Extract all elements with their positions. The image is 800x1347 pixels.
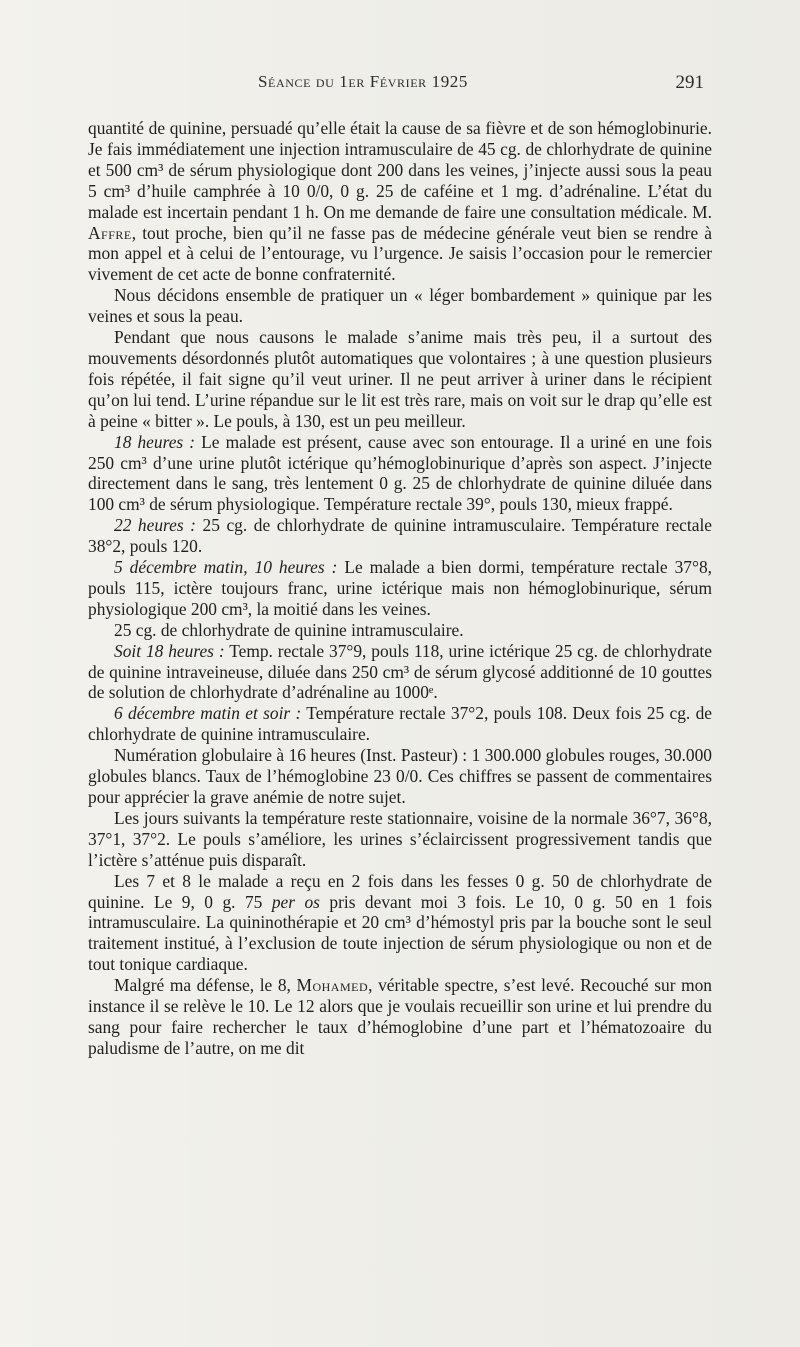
italic-text: Soit 18 heures : <box>114 640 225 661</box>
text-segment: pris devant moi 3 fois. Le 10, 0 g. 50 en 1 fois intramusculaire. La quininothérapie et 20 cm³ d’hémostyl pris par la bouche sont le seul traitement institué, à l’exclusion de toute injection de sérum physiologique ou non et de tout tonique cardiaque. <box>88 891 712 975</box>
text-segment: Les 7 et 8 le malade a reçu en 2 fois dans les fesses 0 g. 50 de chlorhydrate de quinine. Le 9, 0 g. 75 <box>88 870 712 912</box>
text-segment: Malgré ma défense, le 8, <box>114 975 297 996</box>
person-name: Affre <box>88 222 132 243</box>
paragraph <box>88 641 712 704</box>
text-segment: quantité de quinine, persuadé qu’elle était la cause de sa fièvre et de son hémoglobinurie. Je fais immédiatement une injection intramusculaire de 45 cg. de chlorhydrate de quinine et 500 cm³ de sérum physiologique dont 200 dans les veines, j’injecte aussi sous la peau 5 cm³ d’huile camphrée à 10 0/0, 0 g. 25 de caféine et 1 mg. d’adrénaline. L’état du malade est incertain pendant 1 h. On me demande de faire une consultation médicale. M. <box>88 118 712 222</box>
text-segment: Nous décidons ensemble de pratiquer un « léger bombardement » quinique par les veines et sous la peau. <box>88 285 712 327</box>
text-segment: , véritable spectre, s’est levé. Recouché sur mon instance il se relève le 10. Le 12 alors que je voulais recueillir son urine et lui prendre du sang pour faire rechercher le taux d’hémoglobine d’une part et l’hématozoaire du paludisme de l’autre, on me dit <box>88 975 712 1058</box>
text-segment: Le malade a bien dormi, température rectale 37°8, pouls 115, ictère toujours franc, urine ictérique mais non hémoglobinurique, sérum physiologique 200 cm³, la moitié dans les veines. <box>88 557 713 619</box>
text-segment: Pendant que nous causons le malade s’anime mais très peu, il a surtout des mouvements désordonnés plutôt automatiques que volontaires ; à une question plusieurs fois répétée, il fait signe qu’il veut uriner. Il ne peut arriver à uriner dans le récipient qu’on lui tend. L’urine répandue sur le lit est très rare, mais on voit sur le drap qu’elle est à peine « bitter ». Le pouls, à 130, est un peu meilleur. <box>88 327 712 431</box>
italic-text: 6 décembre matin et soir : <box>114 703 302 724</box>
text-segment: 25 cg. de chlorhydrate de quinine intramusculaire. Température rectale 38°2, pouls 120. <box>88 515 712 557</box>
article-body <box>88 118 712 1059</box>
paragraph <box>88 432 712 516</box>
page-number: 291 <box>675 72 704 93</box>
paragraph <box>88 745 712 808</box>
page-header <box>0 72 800 96</box>
paragraph <box>88 118 712 285</box>
paragraph <box>88 975 712 1059</box>
text-segment: Le malade est présent, cause avec son entourage. Il a uriné en une fois 250 cm³ d’une urine plutôt ictérique qu’hémoglobinurique d’après son aspect. J’injecte directement dans le sang, très lentement 0 g. 25 de chlorhydrate de quinine diluée dans 100 cm³ de sérum physiologique. Température rectale 39°, pouls 130, mieux frappé. <box>88 431 712 515</box>
italic-text: per os <box>271 891 320 912</box>
text-segment: Temp. rectale 37°9, pouls 118, urine ictérique 25 cg. de chlorhydrate de quinine intraveineuse, diluée dans 250 cm³ de sérum glycosé additionné de 10 gouttes de solution de chlorhydrate d’adrénaline au 1000ᵉ. <box>88 640 712 703</box>
italic-text: 5 décembre matin, 10 heures : <box>114 557 338 578</box>
paragraph <box>88 620 712 641</box>
text-segment: , tout proche, bien qu’il ne fasse pas de médecine générale veut bien se rendre à mon appel et à celui de l’entourage, vu l’urgence. Je saisis l’occasion pour le remercier vivement de cet acte de bonne confraternité. <box>88 222 712 285</box>
paragraph <box>88 515 712 557</box>
person-name: Mohamed <box>296 975 369 996</box>
italic-text: 18 heures : <box>114 431 196 452</box>
paragraph <box>88 808 712 871</box>
text-segment: Température rectale 37°2, pouls 108. Deux fois 25 cg. de chlorhydrate de quinine intramusculaire. <box>88 703 713 745</box>
paragraph <box>88 327 712 432</box>
paragraph <box>88 871 712 976</box>
text-segment: 25 cg. de chlorhydrate de quinine intramusculaire. <box>114 619 464 640</box>
italic-text: 22 heures : <box>114 515 196 536</box>
text-segment: Les jours suivants la température reste stationnaire, voisine de la normale 36°7, 36°8, 37°1, 37°2. Le pouls s’améliore, les urines s’éclaircissent progressivement tandis que l’ictère s’atténue puis disparaît. <box>88 807 712 870</box>
text-segment: Numération globulaire à 16 heures (Inst. Pasteur) : 1 300.000 globules rouges, 30.000 globules blancs. Taux de l’hémoglobine 23 0/0. Ces chiffres se passent de commentaires pour apprécier la grave anémie de notre sujet. <box>88 745 712 807</box>
paragraph <box>88 557 712 620</box>
paragraph <box>88 285 712 327</box>
running-title: Séance du 1er Février 1925 <box>258 72 469 91</box>
paragraph <box>88 703 712 745</box>
